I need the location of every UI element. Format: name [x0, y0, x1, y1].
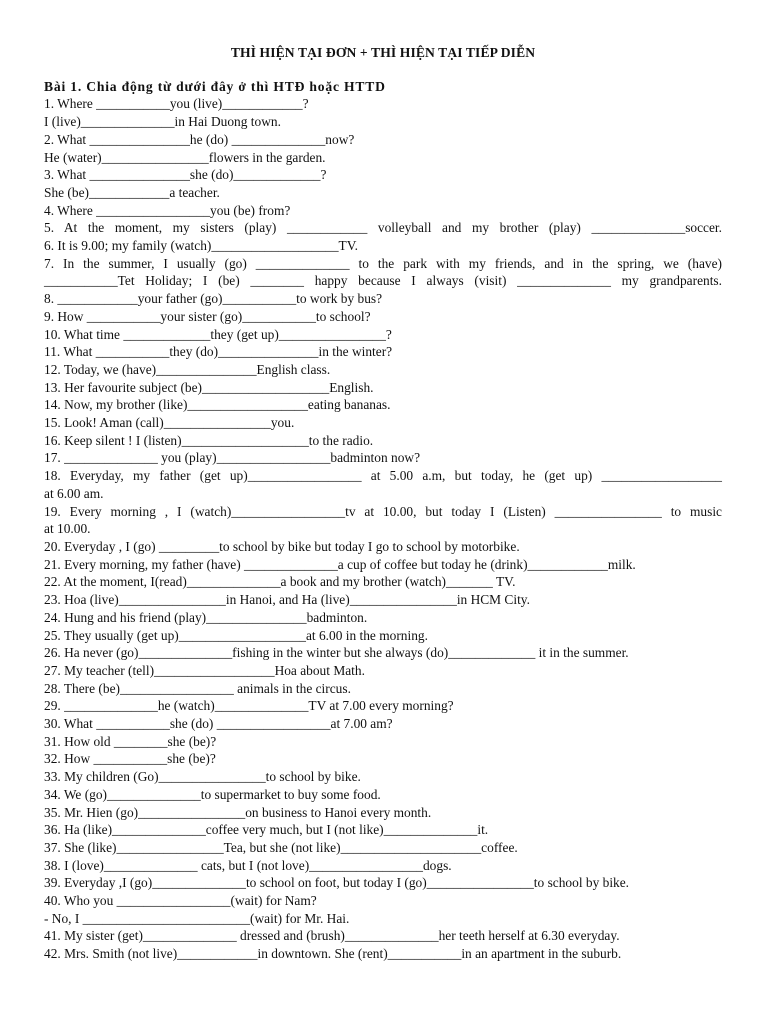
exercise-line: 21. Every morning, my father (have) ______________a cup of coffee but today he (drink)____________milk.	[44, 556, 636, 572]
exercise-line: 1. Where ___________you (live)____________?	[44, 96, 309, 112]
exercise-line: 6. It is 9.00; my family (watch)___________________TV.	[44, 238, 359, 254]
exercise-line: 39. Everyday ,I (go)______________to school on foot, but today I (go)________________to school by bike.	[44, 875, 630, 891]
exercise-line: 38. I (love)______________ cats, but I (not love)_________________dogs.	[44, 857, 452, 873]
exercise-line: 26. Ha never (go)______________fishing in the winter but she always (do)_____________ it in the summer.	[44, 645, 629, 661]
exercise-line: 28. There (be)_________________ animals in the circus.	[44, 680, 351, 696]
exercise-line: 25. They usually (get up)___________________at 6.00 in the morning.	[44, 627, 428, 643]
exercise-line: 4. Where _________________you (be) from?	[44, 202, 291, 218]
exercise-line: 42. Mrs. Smith (not live)____________in downtown. She (rent)___________in an apartment in the suburb.	[44, 946, 622, 962]
exercise-line: 5. At the moment, my sisters (play) ____________ volleyball and my brother (play) ______________soccer.	[44, 220, 722, 236]
exercise-line: 37. She (like)________________Tea, but she (not like)_____________________coffee.	[44, 839, 518, 855]
exercise-line: 17. ______________ you (play)_________________badminton now?	[44, 450, 421, 466]
exercise-line: 3. What _______________she (do)_____________?	[44, 167, 327, 183]
exercise-line: - No, I _________________________(wait) for Mr. Hai.	[44, 910, 350, 926]
exercise-line: 34. We (go)______________to supermarket to buy some food.	[44, 786, 381, 802]
exercise-line: 2. What _______________he (do) ______________now?	[44, 131, 355, 147]
exercise-line: 24. Hung and his friend (play)_______________badminton.	[44, 609, 368, 625]
page-title: THÌ HIỆN TẠI ĐƠN + THÌ HIỆN TẠI TIẾP DIỄN	[230, 45, 536, 60]
exercise-line: He (water)________________flowers in the garden.	[44, 149, 326, 165]
exercise-line: 41. My sister (get)______________ dressed and (brush)______________her teeth herself at 6.30 everyday.	[44, 928, 620, 944]
exercise-heading: Bài 1. Chia động từ dưới đây ở thì HTĐ hoặc HTTD	[44, 78, 386, 94]
exercise-line: 30. What ___________she (do) _________________at 7.00 am?	[44, 716, 393, 732]
exercise-line: 18. Everyday, my father (get up)_________________ at 5.00 a.m, but today, he (get up) __________________	[44, 468, 722, 484]
exercise-line: 16. Keep silent ! I (listen)___________________to the radio.	[44, 432, 374, 448]
exercise-line: 8. ____________your father (go)___________to work by bus?	[44, 291, 383, 307]
exercise-line: 9. How ___________your sister (go)___________to school?	[44, 308, 371, 324]
exercise-line: 36. Ha (like)______________coffee very much, but I (not like)______________it.	[44, 822, 489, 838]
exercise-line: 23. Hoa (live)________________in Hanoi, and Ha (live)________________in HCM City.	[44, 592, 530, 608]
exercise-line: 35. Mr. Hien (go)________________on business to Hanoi every month.	[44, 804, 432, 820]
exercise-line: 19. Every morning , I (watch)_________________tv at 10.00, but today I (Listen) ________________ to music	[44, 503, 722, 519]
exercise-line: 10. What time _____________they (get up)________________?	[44, 326, 392, 342]
exercise-list	[44, 95, 722, 962]
exercise-line: 20. Everyday , I (go) _________to school by bike but today I go to school by motorbike.	[44, 538, 520, 554]
exercise-line: 12. Today, we (have)_______________English class.	[44, 361, 331, 377]
exercise-line: 13. Her favourite subject (be)___________________English.	[44, 379, 374, 395]
exercise-line: 32. How ___________she (be)?	[44, 751, 216, 767]
exercise-line: I (live)______________in Hai Duong town.	[44, 114, 281, 130]
exercise-line: 27. My teacher (tell)__________________Hoa about Math.	[44, 662, 365, 678]
exercise-line: 7. In the summer, I usually (go) ______________ to the park with my friends, and in the spring, we (have)	[44, 255, 722, 271]
exercise-line: She (be)____________a teacher.	[44, 184, 220, 200]
exercise-line: at 6.00 am.	[44, 485, 104, 501]
exercise-line: 14. Now, my brother (like)__________________eating bananas.	[44, 397, 391, 413]
exercise-line: ___________Tet Holiday; I (be) ________ happy because I always (visit) ______________ my grandparents.	[44, 273, 722, 289]
exercise-line: 33. My children (Go)________________to school by bike.	[44, 769, 361, 785]
exercise-line: 22. At the moment, I(read)______________a book and my brother (watch)_______ TV.	[44, 574, 516, 590]
exercise-line: 11. What ___________they (do)_______________in the winter?	[44, 344, 393, 360]
exercise-line: 31. How old ________she (be)?	[44, 733, 217, 749]
exercise-line: 15. Look! Aman (call)________________you.	[44, 415, 295, 431]
exercise-line: 29. ______________he (watch)______________TV at 7.00 every morning?	[44, 698, 454, 714]
exercise-line: 40. Who you _________________(wait) for Nam?	[44, 893, 317, 909]
exercise-line: at 10.00.	[44, 521, 91, 537]
